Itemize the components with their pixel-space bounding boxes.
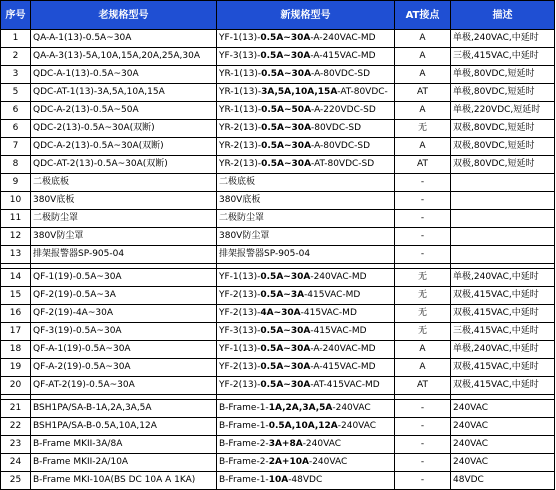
new-model-rating: 0.5A~30A: [260, 344, 311, 354]
new-model-cell: [217, 341, 395, 359]
new-model-cell: [217, 359, 395, 377]
at-contact-cell: 无: [395, 305, 451, 323]
seq-cell: 9: [1, 174, 31, 192]
old-model-cell: QF-3(19)-0.5A~30A: [31, 323, 217, 341]
new-model-rating: 2A+10A: [268, 457, 309, 467]
new-model-text: -240VAC-MD: [310, 272, 367, 282]
old-model-cell: 二极底板: [31, 174, 217, 192]
new-model-text: -240VAC: [332, 403, 371, 413]
old-model-cell: QDC-A-1(13)-0.5A~30A: [31, 66, 217, 84]
seq-cell: 6: [1, 120, 31, 138]
old-model-cell: BSH1PA/SA-B-1A,2A,3A,5A: [31, 400, 217, 418]
old-model-cell: B-Frame MKI-10A(BS DC 10A A 1KA): [31, 472, 217, 490]
description-cell: 单极,220VDC,短延时: [451, 102, 555, 120]
old-model-cell: 380V防尘罩: [31, 228, 217, 246]
old-model-cell: QDC-A-2(13)-0.5A~50A: [31, 102, 217, 120]
old-model-cell: QF-A-1(19)-0.5A~30A: [31, 341, 217, 359]
new-model-rating: 0.5A,10A,12A: [268, 421, 338, 431]
at-contact-cell: AT: [395, 377, 451, 395]
new-model-text: B-Frame-1-: [219, 403, 269, 413]
new-model-text: 二极防尘罩: [219, 213, 265, 223]
new-model-cell: [217, 156, 395, 174]
old-model-cell: BSH1PA/SA-B-0.5A,10A,12A: [31, 418, 217, 436]
new-model-text: 排架报警器SP-905-04: [219, 249, 311, 259]
new-model-cell: [217, 102, 395, 120]
new-model-rating: 0.5A~30A: [261, 141, 312, 151]
at-contact-cell: -: [395, 472, 451, 490]
new-model-rating: 0.5A~30A: [260, 272, 311, 282]
old-model-cell: QF-1(19)-0.5A~30A: [31, 269, 217, 287]
description-cell: 单极,240VAC,中延时: [451, 269, 555, 287]
new-model-text: B-Frame-1-: [219, 475, 269, 485]
table-row: [1, 246, 555, 264]
new-model-cell: [217, 48, 395, 66]
new-model-text: -A-240VAC-MD: [310, 344, 376, 354]
new-model-rating: 0.5A~30A: [260, 362, 311, 372]
at-contact-cell: -: [395, 210, 451, 228]
table-row: [1, 138, 555, 156]
table-row: [1, 156, 555, 174]
old-model-cell: QF-2(19)-4A~30A: [31, 305, 217, 323]
new-model-text: YF-1(13)-: [219, 33, 261, 43]
seq-cell: 5: [1, 84, 31, 102]
at-contact-cell: A: [395, 102, 451, 120]
new-model-text: -80VDC-SD: [311, 123, 362, 133]
old-model-cell: QF-A-2(19)-0.5A~30A: [31, 359, 217, 377]
old-model-cell: QDC-AT-1(13)-3A,5A,10A,15A: [31, 84, 217, 102]
table-row: [1, 210, 555, 228]
table-row: [1, 228, 555, 246]
old-model-cell: QA-A-1(13)-0.5A~30A: [31, 30, 217, 48]
new-model-cell: [217, 66, 395, 84]
new-model-text: 二极底板: [219, 177, 256, 187]
table-row: [1, 341, 555, 359]
description-cell: 三极,415VAC,中延时: [451, 323, 555, 341]
seq-cell: 20: [1, 377, 31, 395]
new-model-rating: 3A,5A,10A,15A: [261, 87, 338, 97]
new-model-text: -48VDC: [288, 475, 323, 485]
new-model-rating: 0.5A~30A: [260, 33, 311, 43]
new-model-text: -AT-80VDC-: [337, 87, 388, 97]
description-cell: 240VAC: [451, 418, 555, 436]
description-cell: 三极,415VAC,中延时: [451, 48, 555, 66]
at-contact-cell: A: [395, 30, 451, 48]
new-model-cell: [217, 210, 395, 228]
new-model-cell: [217, 436, 395, 454]
new-model-rating: 0.5A~3A: [260, 290, 305, 300]
header-new-model: 新规格型号: [217, 1, 395, 30]
table-row: [1, 472, 555, 490]
new-model-text: YF-2(13)-: [219, 308, 261, 318]
new-model-text: -415VAC-MD: [310, 326, 367, 336]
table-row: [1, 120, 555, 138]
seq-cell: 6: [1, 102, 31, 120]
seq-cell: 7: [1, 138, 31, 156]
table-row: [1, 305, 555, 323]
old-model-cell: QDC-A-2(13)-0.5A~30A(双断): [31, 138, 217, 156]
table-row: [1, 174, 555, 192]
new-model-text: B-Frame-2-: [219, 457, 269, 467]
seq-cell: 15: [1, 287, 31, 305]
seq-cell: 8: [1, 156, 31, 174]
seq-cell: 11: [1, 210, 31, 228]
table-row: [1, 287, 555, 305]
old-model-cell: 排架报警器SP-905-04: [31, 246, 217, 264]
new-model-text: YF-2(13)-: [219, 380, 261, 390]
new-model-cell: [217, 454, 395, 472]
header-old-model: 老规格型号: [31, 1, 217, 30]
seq-cell: 12: [1, 228, 31, 246]
new-model-cell: [217, 30, 395, 48]
new-model-text: YF-1(13)-: [219, 344, 261, 354]
description-cell: 单极,240VAC,中延时: [451, 30, 555, 48]
new-model-text: YF-2(13)-: [219, 362, 261, 372]
seq-cell: 22: [1, 418, 31, 436]
at-contact-cell: -: [395, 454, 451, 472]
new-model-cell: [217, 138, 395, 156]
header-at-contact: AT接点: [395, 1, 451, 30]
description-cell: 双极,80VDC,短延时: [451, 120, 555, 138]
table-row: [1, 418, 555, 436]
new-model-cell: [217, 305, 395, 323]
new-model-text: YF-3(13)-: [219, 51, 261, 61]
at-contact-cell: 无: [395, 287, 451, 305]
seq-cell: 23: [1, 436, 31, 454]
table-row: [1, 192, 555, 210]
description-cell: 240VAC: [451, 454, 555, 472]
description-cell: 240VAC: [451, 400, 555, 418]
table-row: [1, 436, 555, 454]
new-model-text: -A-80VDC-SD: [311, 69, 371, 79]
description-cell: 48VDC: [451, 472, 555, 490]
new-model-cell: [217, 84, 395, 102]
new-model-rating: 0.5A~50A: [261, 105, 312, 115]
at-contact-cell: A: [395, 341, 451, 359]
seq-cell: 3: [1, 66, 31, 84]
table-row: [1, 102, 555, 120]
old-model-cell: B-Frame MKII-2A/10A: [31, 454, 217, 472]
table-row: [1, 400, 555, 418]
description-cell: 240VAC: [451, 436, 555, 454]
description-cell: 双极,415VAC,中延时: [451, 305, 555, 323]
new-model-text: -415VAC-MD: [304, 290, 361, 300]
new-model-text: -240VAC: [337, 421, 377, 431]
seq-cell: 18: [1, 341, 31, 359]
seq-cell: 21: [1, 400, 31, 418]
new-model-rating: 0.5A~30A: [260, 326, 311, 336]
description-cell: 双极,415VAC,中延时: [451, 287, 555, 305]
table-row: [1, 323, 555, 341]
new-model-cell: [217, 377, 395, 395]
description-cell: 单极,240VAC,中延时: [451, 341, 555, 359]
old-model-cell: QF-AT-2(19)-0.5A~30A: [31, 377, 217, 395]
seq-cell: 17: [1, 323, 31, 341]
description-cell: 单极,80VDC,短延时: [451, 84, 555, 102]
at-contact-cell: AT: [395, 156, 451, 174]
table-row: [1, 66, 555, 84]
new-model-text: YR-1(13)-: [219, 87, 262, 97]
new-model-cell: [217, 269, 395, 287]
new-model-text: 380V底板: [219, 195, 261, 205]
header-description: 描述: [451, 1, 555, 30]
new-model-text: -240VAC: [308, 457, 348, 467]
new-model-text: -A-415VAC-MD: [310, 51, 376, 61]
new-model-text: YF-3(13)-: [219, 326, 261, 336]
new-model-cell: [217, 323, 395, 341]
new-model-text: B-Frame-2-: [219, 439, 269, 449]
at-contact-cell: -: [395, 436, 451, 454]
table-row: [1, 377, 555, 395]
at-contact-cell: A: [395, 48, 451, 66]
new-model-rating: 1A,2A,3A,5A: [268, 403, 333, 413]
at-contact-cell: -: [395, 174, 451, 192]
description-cell: [451, 228, 555, 246]
old-model-cell: QDC-AT-2(13)-0.5A~30A(双断): [31, 156, 217, 174]
new-model-text: -A-220VDC-SD: [311, 105, 376, 115]
new-model-rating: 4A~30A: [260, 308, 301, 318]
seq-cell: 1: [1, 30, 31, 48]
old-model-cell: QF-2(19)-0.5A~3A: [31, 287, 217, 305]
table-row: [1, 48, 555, 66]
new-model-cell: [217, 400, 395, 418]
description-cell: 双极,80VDC,短延时: [451, 156, 555, 174]
description-cell: [451, 210, 555, 228]
seq-cell: 25: [1, 472, 31, 490]
new-model-rating: 0.5A~30A: [260, 51, 311, 61]
new-model-text: YR-2(13)-: [219, 123, 262, 133]
description-cell: 双极,80VDC,短延时: [451, 138, 555, 156]
new-model-cell: [217, 287, 395, 305]
header-row: [1, 1, 555, 30]
new-model-text: YR-1(13)-: [219, 105, 262, 115]
new-model-rating: 0.5A~30A: [261, 69, 312, 79]
table-row: [1, 84, 555, 102]
at-contact-cell: -: [395, 400, 451, 418]
new-model-text: YF-1(13)-: [219, 272, 261, 282]
table-row: [1, 269, 555, 287]
new-model-text: 380V防尘罩: [219, 231, 270, 241]
seq-cell: 10: [1, 192, 31, 210]
new-model-text: YF-2(13)-: [219, 290, 261, 300]
new-model-text: -AT-415VAC-MD: [310, 380, 380, 390]
at-contact-cell: -: [395, 192, 451, 210]
description-cell: [451, 174, 555, 192]
new-model-rating: 0.5A~30A: [261, 159, 312, 169]
new-model-rating: 3A+8A: [268, 439, 303, 449]
new-model-text: YR-2(13)-: [219, 141, 262, 151]
new-model-text: -A-415VAC-MD: [310, 362, 376, 372]
new-model-cell: [217, 418, 395, 436]
at-contact-cell: -: [395, 228, 451, 246]
new-model-text: B-Frame-1-: [219, 421, 269, 431]
at-contact-cell: AT: [395, 84, 451, 102]
at-contact-cell: 无: [395, 120, 451, 138]
at-contact-cell: -: [395, 418, 451, 436]
new-model-cell: [217, 228, 395, 246]
seq-cell: 24: [1, 454, 31, 472]
new-model-text: -240VAC: [302, 439, 341, 449]
seq-cell: 19: [1, 359, 31, 377]
seq-cell: 2: [1, 48, 31, 66]
table-row: [1, 454, 555, 472]
old-model-cell: QDC-2(13)-0.5A~30A(双断): [31, 120, 217, 138]
at-contact-cell: -: [395, 246, 451, 264]
description-cell: 单极,80VDC,短延时: [451, 66, 555, 84]
new-model-rating: 0.5A~30A: [260, 380, 311, 390]
table-row: [1, 359, 555, 377]
description-cell: 双极,415VAC,中延时: [451, 359, 555, 377]
at-contact-cell: 无: [395, 269, 451, 287]
header-seq: 序号: [1, 1, 31, 30]
new-model-text: -415VAC-MD: [300, 308, 357, 318]
new-model-rating: 10A: [268, 475, 289, 485]
table-body: [1, 30, 555, 490]
new-model-cell: [217, 174, 395, 192]
table-row: [1, 30, 555, 48]
new-model-cell: [217, 192, 395, 210]
at-contact-cell: 无: [395, 323, 451, 341]
old-model-cell: B-Frame MKII-3A/8A: [31, 436, 217, 454]
at-contact-cell: A: [395, 359, 451, 377]
old-model-cell: 二极防尘罩: [31, 210, 217, 228]
new-model-cell: [217, 246, 395, 264]
old-model-cell: 380V底板: [31, 192, 217, 210]
description-cell: 双极,415VAC,中延时: [451, 377, 555, 395]
new-model-text: YR-2(13)-: [219, 159, 262, 169]
old-model-cell: QA-A-3(13)-5A,10A,15A,20A,25A,30A: [31, 48, 217, 66]
new-model-cell: [217, 472, 395, 490]
seq-cell: 13: [1, 246, 31, 264]
at-contact-cell: A: [395, 66, 451, 84]
new-model-text: YR-1(13)-: [219, 69, 262, 79]
seq-cell: 14: [1, 269, 31, 287]
description-cell: [451, 192, 555, 210]
description-cell: [451, 246, 555, 264]
new-model-rating: 0.5A~30A: [261, 123, 312, 133]
new-model-text: -AT-80VDC-SD: [311, 159, 375, 169]
at-contact-cell: A: [395, 138, 451, 156]
new-model-text: -A-80VDC-SD: [311, 141, 371, 151]
seq-cell: 16: [1, 305, 31, 323]
new-model-cell: [217, 120, 395, 138]
new-model-text: -A-240VAC-MD: [310, 33, 376, 43]
